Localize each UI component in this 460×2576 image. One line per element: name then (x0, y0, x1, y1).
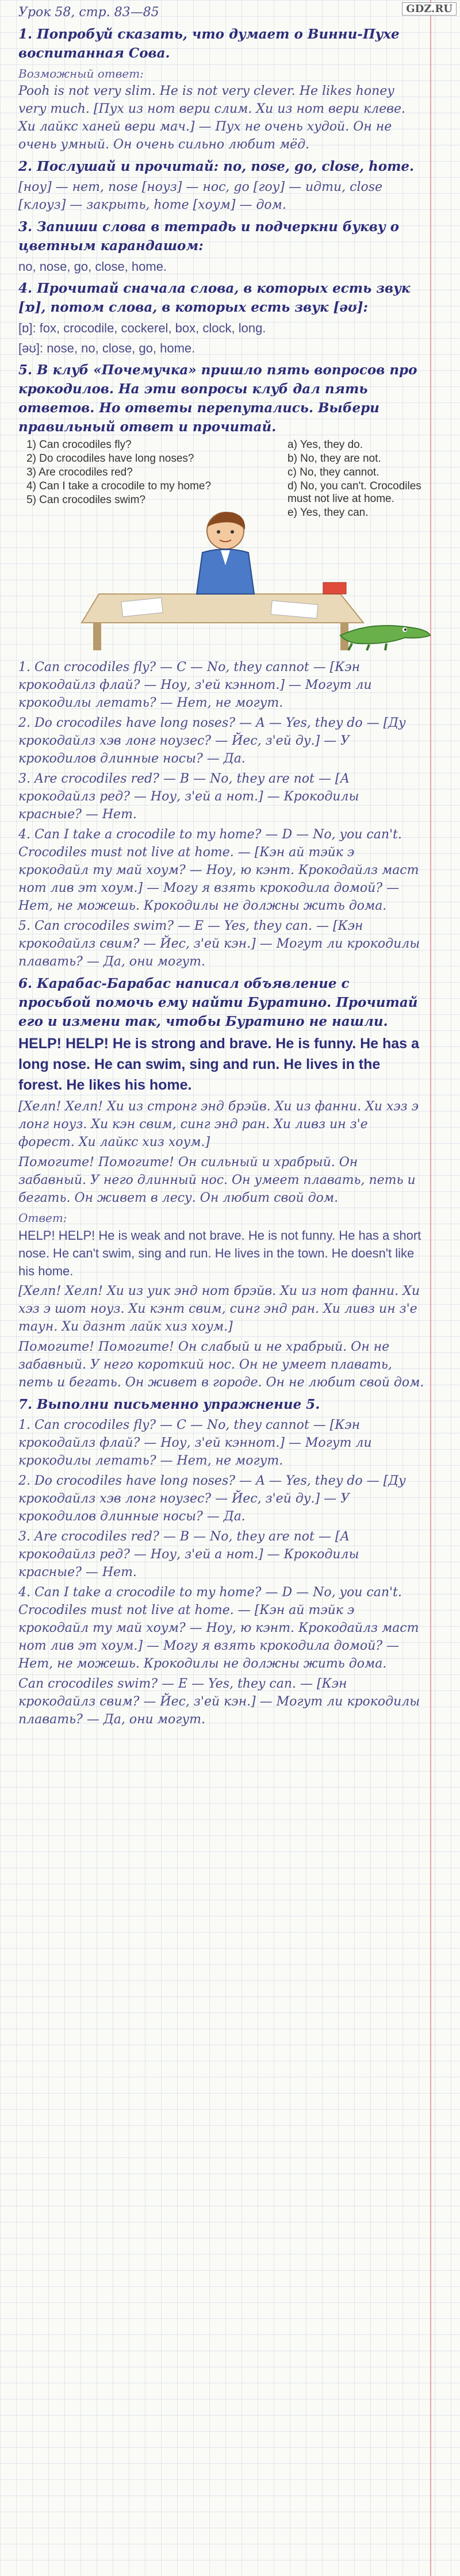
question-item: 1) Can crocodiles fly? (26, 439, 132, 451)
task-6-changed-ad: HELP! HELP! He is weak and not brave. He is not funny. He has a short nose. He can't swim, sing and run. He lives in the town. He doesn't like his home. (18, 1228, 421, 1278)
task-5-answer: 2. Do crocodiles have long noses? — A — Yes, they do — [Ду крокодайлз хэв лонг ноузес? — Йес, з'ей ду.] — У крокодилов длинные носы? — Да. (18, 716, 406, 766)
task-6-title: 6. Карабас-Барабас написал объявление с просьбой помочь ему найти Буратино. Прочитай его и измени так, чтобы Буратино не нашли. (18, 976, 418, 1029)
task-7-answer: 3. Are crocodiles red? — B — No, they are not — [А крокодайлз ред? — Ноу, з'ей а нот.] — Крокодилы красные? — Нет. (18, 1529, 359, 1580)
question-item: 4) Can I take a crocodile to my home? (26, 480, 212, 492)
task-7-title: 7. Выполни письменно упражнение 5. (18, 1397, 320, 1412)
task-1-answer: Pooh is not very slim. He is not very clever. He likes honey very much. [Пух из нот вери слим. Хи из нот вери клеве. Хи лайкс ханей вери мач.] — Пух не очень худой. Он не очень умный. Он очень сильно любит мёд. (18, 84, 405, 152)
task-6-original-translation: Помогите! Помогите! Он сильный и храбрый. Он забавный. У него длинный нос. Он умеет плавать, петь и бегать. Он живет в лесу. Он любит свой дом. (18, 1155, 416, 1205)
task-7-answer: Can crocodiles swim? — E — Yes, they can. — [Кэн крокодайлз свим? — Йес, з'ей кэн.] — Могут ли крокодилы плавать? — Да, они могут. (18, 1677, 420, 1727)
task-7-answer: 2. Do crocodiles have long noses? — A — Yes, they do — [Ду крокодайлз хэв лонг ноузес? — Йес, з'ей ду.] — У крокодилов длинные носы? — Да. (18, 1474, 406, 1524)
task-2-answer: [ноу] — нет, nose [ноуз] — нос, go [гоу] — идти, close [клоуз] — закрыть, home [хоум] — дом. (18, 180, 383, 212)
question-list (26, 439, 216, 508)
task-6-original-transcription: [Хелп! Хелп! Хи из стронг энд брэйв. Хи из фанни. Хи хэз э лонг ноуз. Хи кэн свим, синг энд ран. Хи ливз ин з'е форест. Хи лайкс хиз хоум.] (18, 1099, 419, 1149)
task-4-answer-ou: [əʊ]: nose, no, close, go, home. (18, 341, 195, 355)
task-1-answer-label: Возможный ответ: (18, 67, 144, 80)
question-item: 2) Do crocodiles have long noses? (26, 453, 194, 465)
answer-item: b) No, they are not. (288, 453, 381, 465)
task-5-title: 5. В клуб «Почемучка» пришло пять вопросов про крокодилов. На эти вопросы клуб дал пять ответов. Но ответы перепутались. Выбери правильный ответ и прочитай. (18, 362, 417, 435)
task-4-title: 4. Прочитай сначала слова, в которых есть звук [ɒ], потом слова, в которых есть звук [əʊ]: (18, 281, 411, 315)
answer-item: e) Yes, they can. (288, 507, 369, 519)
lesson-header: Урок 58, стр. 83—85 (18, 5, 159, 20)
answer-item: a) Yes, they do. (288, 439, 363, 451)
boy-and-crocodile-illustration (18, 508, 432, 651)
task-5-exercise (18, 439, 424, 653)
question-item: 3) Are crocodiles red? (26, 466, 133, 478)
task-6-answer-label: Ответ: (18, 1211, 67, 1225)
task-5-answer: 3. Are crocodiles red? — B — No, they are not — [А крокодайлз ред? — Ноу, з'ей а нот.] — Крокодилы красные? — Нет. (18, 772, 359, 822)
homework-content (18, 3, 424, 1731)
crocodile-icon (340, 626, 430, 650)
task-4-answer-o: [ɒ]: fox, crocodile, cockerel, box, clock, long. (18, 321, 266, 335)
task-5-answer: 1. Can crocodiles fly? — C — No, they cannot — [Кэн крокодайлз флай? — Ноу, з'ей кэннот.] — Могут ли крокодилы летать? — Нет, не могут. (18, 660, 372, 710)
task-3-answer: no, nose, go, close, home. (18, 259, 167, 274)
task-1-title: 1. Попробуй сказать, что думает о Винни-Пухе воспитанная Сова. (18, 26, 400, 61)
task-5-answer: 5. Can crocodiles swim? — E — Yes, they can. — [Кэн крокодайлз свим? — Йес, з'ей кэн.] — Могут ли крокодилы плавать? — Да, они могут. (18, 919, 420, 969)
task-7-answer: 1. Can crocodiles fly? — C — No, they cannot — [Кэн крокодайлз флай? — Ноу, з'ей кэннот.] — Могут ли крокодилы летать? — Нет, не могут. (18, 1418, 372, 1468)
task-6-original-ad: HELP! HELP! He is strong and brave. He is funny. He has a long nose. He can swim, sing and run. He lives in the forest. He likes his home. (18, 1036, 419, 1093)
task-7-answer: 4. Can I take a crocodile to my home? — D — No, you can't. Crocodiles must not live at home. — [Кэн ай тэйк э крокодайл ту май хоум? — Ноу, ю кэнт. Крокодайлз маст нот лив эт хоум.] — Могу я взять крокодила домой? — Нет, не можешь. Крокодилы не должны жить дома. (18, 1585, 419, 1671)
task-6-changed-transcription: [Хелп! Хелп! Хи из уик энд нот брэйв. Хи из нот фанни. Хи хэз э шот ноуз. Хи кэнт свим, синг энд ран. Хи ливз ин з'е таун. Хи дазнт лайк хиз хоум.] (18, 1284, 420, 1334)
task-3-title: 3. Запиши слова в тетрадь и подчеркни букву о цветным карандашом: (18, 219, 399, 254)
question-item: 5) Can crocodiles swim? (26, 494, 145, 506)
task-6-changed-translation: Помогите! Помогите! Он слабый и не храбрый. Он не забавный. У него короткий нос. Он не умеет плавать, петь и бегать. Он живет в городе. Он не любит свой дом. (18, 1340, 424, 1390)
margin-line (430, 0, 431, 2576)
site-logo[interactable]: GDZ.RU (402, 2, 457, 16)
task-5-answer: 4. Can I take a crocodile to my home? — D — No, you can't. Crocodiles must not live at home. — [Кэн ай тэйк э крокодайл ту май хоум? — Ноу, ю кэнт. Крокодайлз маст нот лив эт хоум.] — Могу я взять крокодила домой? — Нет, не можешь. Крокодилы не должны жить дома. (18, 827, 419, 913)
answer-item: c) No, they cannot. (288, 466, 379, 478)
answer-item: d) No, you can't. Crocodiles must not live at home. (288, 480, 421, 505)
task-2-title: 2. Послушай и прочитай: no, nose, go, close, home. (18, 159, 415, 174)
